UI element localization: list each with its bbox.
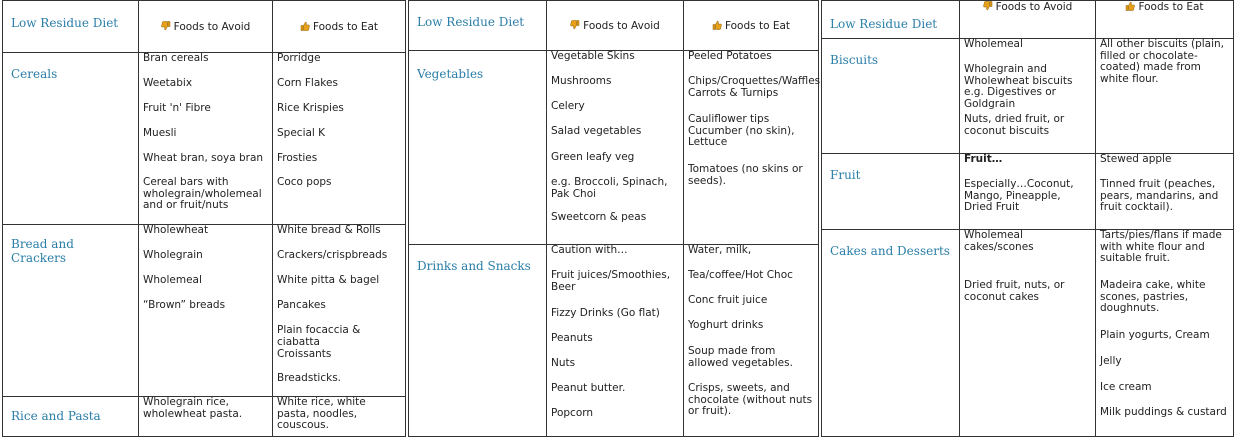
- list-item: Tea/coffee/Hot Choc: [688, 269, 793, 281]
- eat-header-label: Foods to Eat: [724, 19, 791, 32]
- list-item: Especially…Coconut, Mango, Pineapple, Dried Fruit: [964, 178, 1074, 213]
- table-title: Low Residue Diet: [11, 15, 119, 30]
- eat-cell: [1096, 154, 1234, 230]
- list-item: Salad vegetables: [551, 125, 642, 137]
- list-item: Porridge: [277, 52, 321, 64]
- list-item: Celery: [551, 100, 585, 112]
- list-item: Ice cream: [1100, 381, 1152, 393]
- eat-list: [684, 245, 818, 418]
- list-item: Vegetable Skins: [551, 50, 635, 62]
- category-label: Fruit: [830, 168, 861, 182]
- eat-cell: [1096, 39, 1234, 154]
- category-label: Cereals: [11, 67, 58, 81]
- list-item: All other biscuits (plain, filled or chocolate-coated) made from white flour.: [1100, 38, 1225, 85]
- avoid-header-label: Foods to Avoid: [995, 1, 1073, 13]
- table-title: Low Residue Diet: [417, 14, 525, 29]
- list-item: White bread & Rolls: [277, 224, 381, 236]
- list-item: Crackers/crispbreads: [277, 249, 388, 261]
- list-item: Sweetcorn & peas: [551, 211, 647, 223]
- eat-cell: [1096, 230, 1234, 437]
- table-title: Low Residue Diet: [830, 16, 938, 31]
- list-item: White pitta & bagel: [277, 274, 380, 286]
- category-label: Cakes and Desserts: [830, 244, 950, 258]
- list-item: Wholemeal: [964, 38, 1023, 50]
- eat-header: [273, 1, 406, 53]
- avoid-cell: [960, 154, 1096, 230]
- list-item: Madeira cake, white scones, pastries, doughnuts.: [1100, 279, 1206, 314]
- list-item: Tinned fruit (peaches, pears, mandarins, and fruit cocktail).: [1100, 178, 1219, 213]
- list-item: Crisps, sweets, and chocolate (without nuts or fruit).: [688, 382, 813, 417]
- eat-cell: [684, 51, 819, 245]
- thumbs-up-icon: [1125, 1, 1135, 11]
- eat-list: [273, 53, 405, 189]
- category-cell: [3, 53, 139, 225]
- eat-list: [1096, 39, 1233, 85]
- eat-cell: [273, 397, 406, 437]
- list-item: “Brown” breads: [143, 299, 226, 311]
- table-title-cell: [822, 1, 960, 39]
- list-item: White rice, white pasta, noodles, couscous.: [277, 396, 366, 431]
- panel-2: [408, 0, 821, 436]
- list-item: Weetabix: [143, 77, 193, 89]
- avoid-cell: [139, 53, 273, 225]
- list-item: Wholegrain rice, wholewheat pasta.: [143, 396, 243, 420]
- avoid-cell: [547, 245, 684, 437]
- list-item: Yoghurt drinks: [688, 319, 764, 331]
- thumbs-up-icon: [712, 20, 722, 30]
- list-item: Frosties: [277, 152, 318, 164]
- list-item: Stewed apple: [1100, 153, 1172, 165]
- list-item: Peanut butter.: [551, 382, 626, 394]
- avoid-cell: [139, 397, 273, 437]
- list-item: Pancakes: [277, 299, 326, 311]
- list-item: Caution with…: [551, 244, 628, 256]
- eat-list: [1096, 230, 1233, 419]
- category-cell: [3, 225, 139, 397]
- avoid-list: [139, 225, 272, 312]
- list-item: Peeled Potatoes: [688, 50, 772, 62]
- list-item: Cauliflower tips Cucumber (no skin), Lettuce: [688, 113, 795, 148]
- list-item: Jelly: [1100, 355, 1122, 367]
- eat-cell: [684, 245, 819, 437]
- list-item: Fruit…: [964, 153, 1003, 165]
- eat-list: [1096, 154, 1233, 214]
- diet-table-2: [408, 0, 819, 437]
- category-cell: [409, 245, 547, 437]
- list-item: Corn Flakes: [277, 77, 338, 89]
- avoid-cell: [960, 39, 1096, 154]
- category-cell: [3, 397, 139, 437]
- list-item: Croissants: [277, 348, 332, 360]
- category-label: Bread and Crackers: [11, 237, 74, 265]
- eat-list: [273, 397, 405, 432]
- category-cell: [409, 51, 547, 245]
- avoid-list: [960, 154, 1095, 214]
- list-item: Wholemeal: [143, 274, 202, 286]
- list-item: Mushrooms: [551, 75, 612, 87]
- eat-list: [684, 50, 821, 187]
- panel-1: [2, 0, 405, 436]
- list-item: Wholewheat: [143, 224, 209, 236]
- list-item: Conc fruit juice: [688, 294, 768, 306]
- table-title-cell: [409, 1, 547, 51]
- list-item: Dried fruit, nuts, or coconut cakes: [964, 279, 1065, 303]
- list-item: Water, milk,: [688, 244, 752, 256]
- list-item: Coco pops: [277, 176, 332, 188]
- list-item: Milk puddings & custard: [1100, 406, 1227, 418]
- avoid-header-label: Foods to Avoid: [173, 20, 251, 33]
- thumbs-down-icon: [570, 20, 580, 30]
- category-label: Drinks and Snacks: [417, 259, 531, 273]
- avoid-list: [139, 397, 272, 420]
- avoid-list: [547, 51, 683, 224]
- list-item: Plain yogurts, Cream: [1100, 329, 1210, 341]
- avoid-header-label: Foods to Avoid: [583, 19, 660, 32]
- panel-3: [821, 0, 1233, 436]
- avoid-header: [547, 1, 684, 51]
- list-item: Popcorn: [551, 407, 594, 419]
- category-cell: [822, 39, 960, 154]
- avoid-header: [960, 1, 1096, 39]
- diet-table-1: [2, 0, 406, 437]
- list-item: Wholegrain: [143, 249, 203, 261]
- eat-cell: [273, 225, 406, 397]
- list-item: Breadsticks.: [277, 372, 342, 384]
- avoid-cell: [139, 225, 273, 397]
- eat-header-label: Foods to Eat: [312, 20, 379, 33]
- avoid-cell: [960, 230, 1096, 437]
- diet-table-3: [821, 0, 1234, 437]
- list-item: Green leafy veg: [551, 151, 635, 163]
- list-item: e.g. Broccoli, Spinach, Pak Choi: [551, 176, 668, 200]
- list-item: Nuts, dried fruit, or coconut biscuits: [964, 113, 1065, 137]
- list-item: Wholegrain and Wholewheat biscuits e.g. Digestives or Goldgrain: [964, 63, 1073, 110]
- eat-header: [1096, 1, 1234, 39]
- list-item: Plain focaccia & ciabatta: [277, 324, 361, 348]
- category-cell: [822, 230, 960, 437]
- list-item: Tomatoes (no skins or seeds).: [688, 163, 803, 187]
- category-cell: [822, 154, 960, 230]
- eat-list: [273, 225, 405, 385]
- eat-header-label: Foods to Eat: [1138, 1, 1204, 13]
- avoid-list: [139, 53, 272, 212]
- avoid-header: [139, 1, 273, 53]
- eat-header: [684, 1, 819, 51]
- list-item: Fruit 'n' Fibre: [143, 102, 211, 114]
- list-item: Bran cereals: [143, 52, 209, 64]
- avoid-list: [960, 230, 1095, 303]
- thumbs-up-icon: [300, 21, 310, 31]
- list-item: Cereal bars with wholegrain/wholemeal and or fruit/nuts: [143, 176, 262, 211]
- list-item: Special K: [277, 127, 326, 139]
- list-item: Soup made from allowed vegetables.: [688, 345, 793, 369]
- table-title-cell: [3, 1, 139, 53]
- list-item: Muesli: [143, 127, 177, 139]
- list-item: Wheat bran, soya bran: [143, 152, 264, 164]
- list-item: Nuts: [551, 357, 576, 369]
- category-label: Rice and Pasta: [11, 409, 101, 423]
- category-label: Biscuits: [830, 53, 879, 67]
- avoid-cell: [547, 51, 684, 245]
- list-item: Wholemeal cakes/scones: [964, 229, 1034, 253]
- thumbs-down-icon: [983, 1, 993, 11]
- thumbs-down-icon: [161, 21, 171, 31]
- list-item: Peanuts: [551, 332, 593, 344]
- list-item: Fizzy Drinks (Go flat): [551, 307, 660, 319]
- list-item: Chips/Croquettes/Waffles Carrots & Turnips: [688, 75, 821, 99]
- list-item: Fruit juices/Smoothies, Beer: [551, 269, 671, 293]
- category-label: Vegetables: [417, 67, 484, 81]
- eat-cell: [273, 53, 406, 225]
- list-item: Rice Krispies: [277, 102, 344, 114]
- avoid-list: [960, 39, 1095, 137]
- list-item: Tarts/pies/flans if made with white flour and suitable fruit.: [1100, 229, 1222, 264]
- avoid-list: [547, 245, 683, 420]
